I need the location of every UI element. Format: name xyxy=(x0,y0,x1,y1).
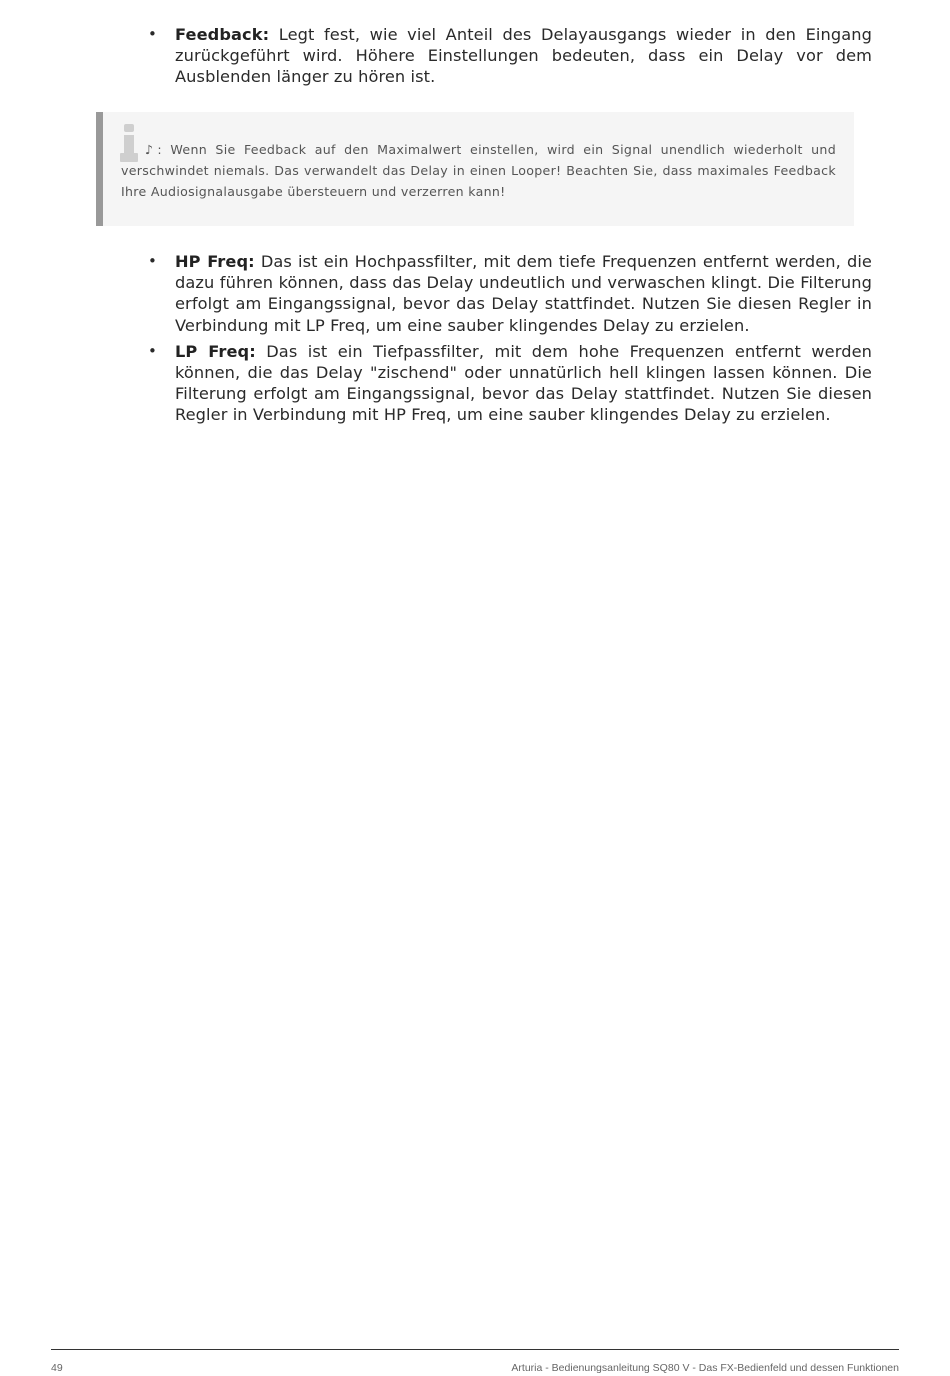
bullet-list-top xyxy=(148,24,872,93)
bullet-feedback xyxy=(148,24,872,88)
bullet-term: HP Freq: xyxy=(175,252,255,271)
bullet-text: Das ist ein Hochpassfilter, mit dem tiefe Frequenzen entfernt werden, die dazu führen können, dass das Delay undeutlich und verwaschen klingt. Die Filterung erfolgt am Eingangssignal, bevor das Delay stattfindet. Nutzen Sie diesen Regler in Verbindung mit LP Freq, um eine sauber klingendes Delay zu erzielen. xyxy=(175,252,872,335)
note-accent-bar xyxy=(96,112,103,226)
bullet-term: Feedback: xyxy=(175,25,270,44)
bullet-hp-freq xyxy=(148,251,872,336)
bullet-list-bottom xyxy=(148,251,872,431)
bullet-term: LP Freq: xyxy=(175,341,256,361)
bullet-dot: • xyxy=(148,341,157,360)
bullet-lp-freq xyxy=(148,341,872,426)
note-body: Wenn Sie Feedback auf den Maximalwert einstellen, wird ein Signal unendlich wiederholt und verschwindet niemals. Das verwandelt das Delay in einen Looper! Beachten Sie, dass maximales Feedback Ihre Audiosignalausgabe übersteuern und verzerren kann! xyxy=(121,142,836,199)
note-symbol: ♪: xyxy=(145,142,162,157)
bullet-dot: • xyxy=(148,252,157,270)
bullet-text: Das ist ein Tiefpassfilter, mit dem hohe Frequenzen entfernt werden können, die das Delay "zischend" oder unnatürlich hell klingen lassen können. Die Filterung erfolgt am Eingangssignal, bevor das Delay stattfindet. Nutzen Sie diesen Regler in Verbindung mit HP Freq, um eine sauber klingendes Delay zu erzielen. xyxy=(175,341,872,425)
footer-title: Arturia - Bedienungsanleitung SQ80 V - Das FX-Bedienfeld und dessen Funktionen xyxy=(511,1362,899,1374)
note-text xyxy=(121,139,836,202)
bullet-text: Legt fest, wie viel Anteil des Delayausgangs wieder in den Eingang zurückgeführt wird. Höhere Einstellungen bedeuten, dass ein Delay vor dem Ausblenden länger zu hören ist. xyxy=(175,25,872,87)
page-number: 49 xyxy=(51,1362,63,1374)
footer-divider xyxy=(51,1349,899,1350)
info-note xyxy=(96,112,854,226)
bullet-dot: • xyxy=(148,25,157,43)
